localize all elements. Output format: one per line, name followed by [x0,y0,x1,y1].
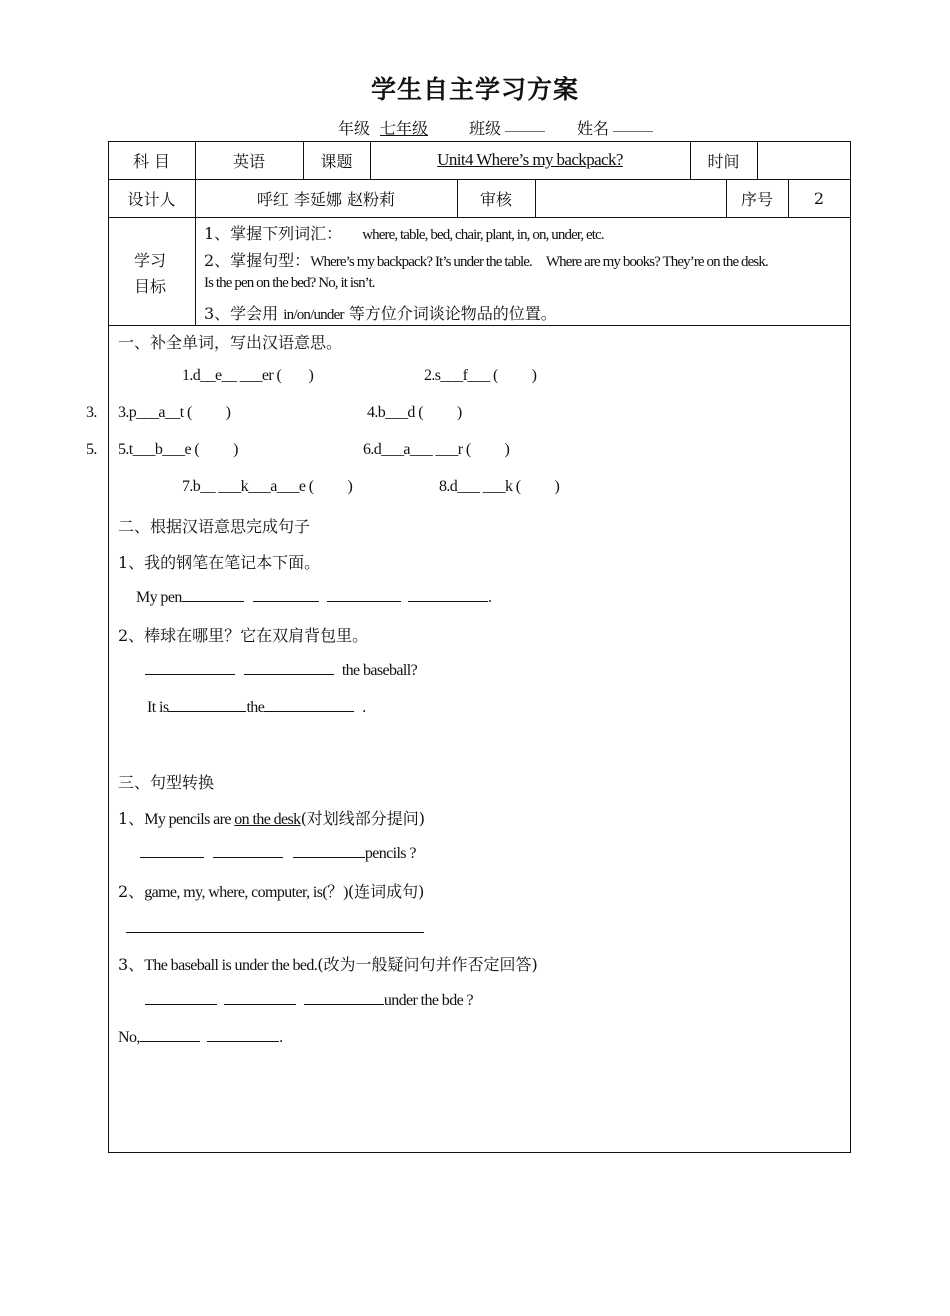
objective-1: 1、掌握下列词汇： where, table, bed, chair, plant, in, on, under, etc. [204,224,604,243]
word-item[interactable]: 1.d__e__ ___er ( ) [182,367,314,384]
objective-2: 2、掌握句型：Where’s my backpack? It’s under the table. Where are my books? They’re on the desk. [204,251,768,270]
section3-q1: 1、My pencils are on the desk(对划线部分提问) [118,809,426,828]
topic-label: 课题 [320,151,353,171]
section2-q1: 1、我的钢笔在笔记本下面。 [118,553,321,572]
word-item[interactable]: 2.s___f___ ( ) [424,367,537,384]
table-row-divider [108,217,851,218]
table-border-right [850,141,851,1153]
section3-q2: 2、game, my, where, computer, is(？)(连词成句) [118,882,425,901]
objective-3: 3、学会用 in/on/under 等方位介词谈论物品的位置。 [204,304,557,323]
word-item[interactable]: 6.d___a___ ___r ( ) [363,441,510,458]
word-item[interactable]: 7.b__ ___k___a___e ( ) [182,478,353,495]
word-item[interactable]: 3.p___a__t ( ) [118,404,231,421]
topic-value: Unit4 Where’s my backpack? [437,150,623,169]
serial-value: 2 [813,188,825,208]
page-title: 学生自主学习方案 [370,75,579,104]
objectives-label-line1: 学习 [134,251,167,270]
section3-q2-answer-line[interactable] [126,916,424,933]
section3-q3-answer[interactable]: under the bde ? [145,990,473,1010]
designer-label: 设计人 [127,189,176,209]
time-value[interactable] [757,141,850,179]
section3-q3-no-answer[interactable]: No, . [118,1029,283,1046]
time-label: 时间 [707,151,740,171]
grade-label: 年级 [338,119,371,138]
review-label: 审核 [479,189,512,209]
grade-value: 七年级 [380,119,429,138]
section2-q2-answer2[interactable]: It is the . [147,699,366,716]
section2-q1-answer[interactable]: My pen . [136,589,492,606]
margin-number: 5. [86,441,97,458]
table-border-bottom [108,1152,851,1153]
section2-heading: 二、根据汉语意思完成句子 [118,517,311,536]
subject-label: 科 目 [132,151,171,171]
word-item[interactable]: 4.b___d ( ) [367,404,462,421]
objectives-label-line2: 目标 [134,277,167,296]
word-item[interactable]: 8.d___ ___k ( ) [439,478,560,495]
serial-label: 序号 [740,189,773,209]
name-label: 姓名 [577,119,610,138]
name-blank[interactable]: _____ [613,113,653,132]
objective-2-line2: Is the pen on the bed? No, it isn’t. [204,275,375,291]
section1-heading: 一、补全单词，写出汉语意思。 [118,333,343,352]
section3-heading: 三、句型转换 [118,773,215,792]
class-blank[interactable]: _____ [505,113,545,132]
section3-q1-answer[interactable]: pencils ? [140,843,416,863]
class-label: 班级 [469,119,502,138]
margin-number: 3. [86,404,97,421]
word-item[interactable]: 5.t___b___e ( ) [118,441,238,458]
section2-q2-answer[interactable]: the baseball? [145,660,417,680]
designer-value: 呼红 李延娜 赵粉莉 [256,189,396,209]
subject-value: 英语 [232,151,265,171]
section2-q2: 2、棒球在哪里？它在双肩背包里。 [118,626,369,645]
review-value[interactable] [535,179,726,217]
section3-q3: 3、The baseball is under the bed.(改为一般疑问句并作否定回答) [118,955,538,974]
table-border-left [108,141,109,1153]
table-row-divider [108,325,851,326]
